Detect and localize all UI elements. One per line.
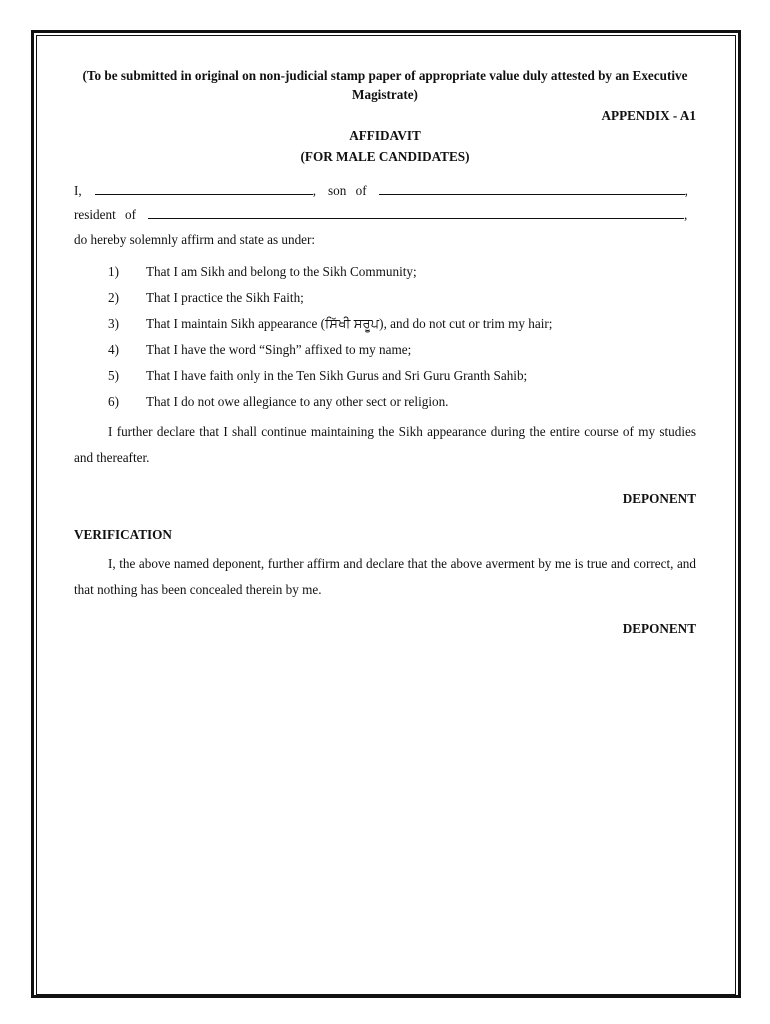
comma-3: , <box>684 207 688 222</box>
appendix-label: APPENDIX - A1 <box>601 108 696 123</box>
verification-paragraph: I, the above named deponent, further affirm and declare that the above averment by me is true and correct, and that nothing has been concealed therein by me. <box>74 556 696 597</box>
comma-1: , <box>312 183 316 198</box>
son-of-label: son of <box>328 183 367 198</box>
resident-of-label: resident of <box>74 207 137 222</box>
submission-note: (To be submitted in original on non-judicial stamp paper of appropriate value duly attested by an Executive Magistrate) <box>82 68 688 102</box>
deponent-label-2: DEPONENT <box>622 621 696 636</box>
declaration-paragraph: I further declare that I shall continue maintaining the Sikh appearance during the entire course of my studies and thereafter. <box>74 424 696 465</box>
affidavit-document <box>74 66 696 639</box>
resident-row <box>74 203 696 227</box>
list-item: 5) That I have faith only in the Ten Sikh Gurus and Sri Guru Granth Sahib; <box>108 368 528 383</box>
document-title: AFFIDAVIT <box>349 128 421 143</box>
father-name-blank[interactable] <box>379 180 685 195</box>
list-item: 4) That I have the word “Singh” affixed to my name; <box>108 342 412 357</box>
name-row <box>74 179 696 203</box>
comma-2: , <box>684 183 688 198</box>
list-item: 3) That I maintain Sikh appearance (ਸਿੱਖੀ ਸਰੂਪ), and do not cut or trim my hair; <box>108 316 553 331</box>
affirm-statement: do hereby solemnly affirm and state as under: <box>74 232 316 247</box>
list-item: 6) That I do not owe allegiance to any other sect or religion. <box>108 394 449 409</box>
i-label: I, <box>74 183 82 198</box>
affirmation-list <box>74 259 696 415</box>
verification-heading: VERIFICATION <box>74 527 172 542</box>
deponent-label-1: DEPONENT <box>622 491 696 506</box>
list-item: 2) That I practice the Sikh Faith; <box>108 290 304 305</box>
list-item: 1) That I am Sikh and belong to the Sikh Community; <box>108 264 417 279</box>
name-blank[interactable] <box>95 180 313 195</box>
document-subtitle: (FOR MALE CANDIDATES) <box>300 149 470 164</box>
address-blank[interactable] <box>148 204 684 219</box>
